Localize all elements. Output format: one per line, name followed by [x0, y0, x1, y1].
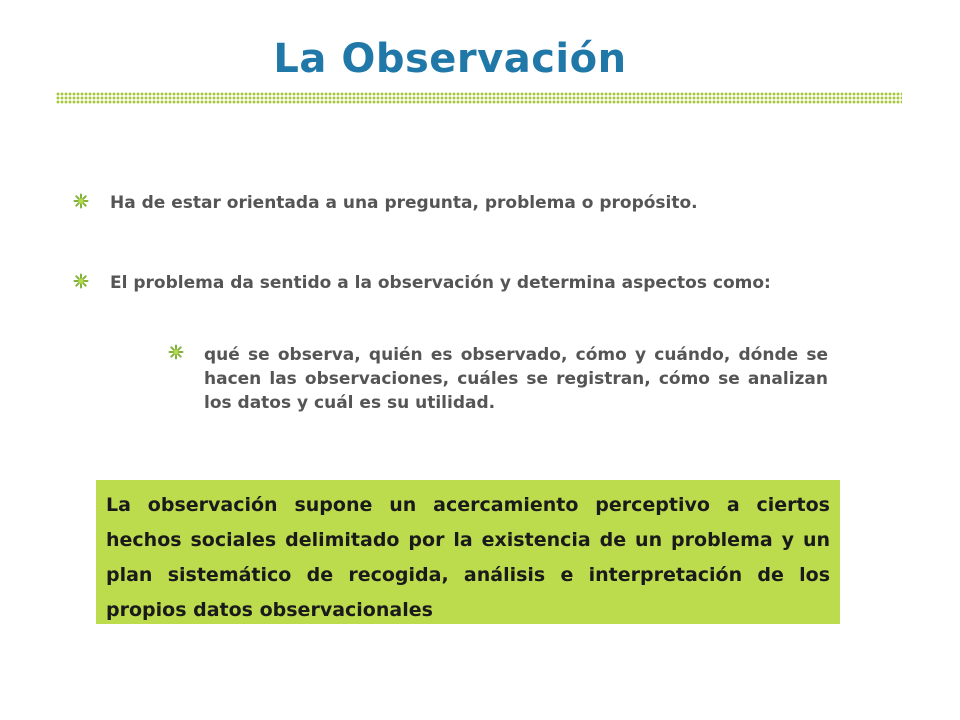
definition-text: La observación supone un acercamiento perceptivo a ciertos hechos sociales delimitado por la existencia de un problema y un plan sistemático de recogida, análisis e interpretación de los propios datos observacionales [106, 494, 830, 621]
bullet-item-2 [110, 271, 828, 295]
green-star-burst-icon [73, 193, 89, 209]
bullet-text: El problema da sentido a la observación y determina aspectos como: [110, 273, 771, 293]
sub-bullet-item [204, 343, 828, 415]
bullet-item-1 [110, 191, 830, 215]
bullet-text: Ha de estar orientada a una pregunta, problema o propósito. [110, 193, 698, 213]
bullet-text: qué se observa, quién es observado, cómo y cuándo, dónde se hacen las observaciones, cuáles se registran, cómo se analizan los datos y cuál es su utilidad. [204, 345, 828, 413]
title-divider [56, 92, 902, 104]
green-star-burst-icon [168, 344, 184, 360]
slide-title: La Observación [273, 36, 627, 82]
definition-box [96, 480, 840, 624]
green-star-burst-icon [73, 273, 89, 289]
